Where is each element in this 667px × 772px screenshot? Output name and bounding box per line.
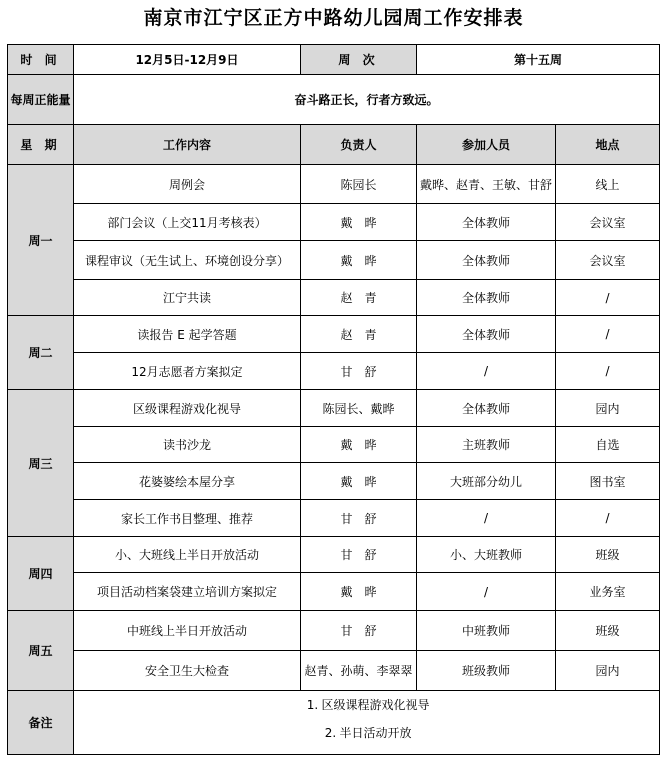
task-participants: 小、大班教师 — [417, 537, 556, 573]
task-participants: 全体教师 — [417, 280, 556, 316]
task-owner: 甘 舒 — [301, 500, 417, 537]
task-participants: 全体教师 — [417, 316, 556, 353]
task-content: 读报告 E 起学答题 — [74, 316, 301, 353]
table-row — [8, 165, 660, 204]
task-content: 花婆婆绘本屋分享 — [74, 463, 301, 500]
task-participants: / — [417, 500, 556, 537]
task-owner: 甘 舒 — [301, 611, 417, 651]
table-row — [8, 316, 660, 353]
schedule-body — [8, 45, 660, 755]
col-day: 星 期 — [8, 125, 74, 165]
day-label: 周四 — [8, 537, 74, 611]
table-row — [8, 651, 660, 691]
task-owner: 陈园长、戴晔 — [301, 390, 417, 427]
task-content: 中班线上半日开放活动 — [74, 611, 301, 651]
table-row — [8, 500, 660, 537]
task-participants: / — [417, 573, 556, 611]
column-header-row — [8, 125, 660, 165]
task-content: 区级课程游戏化视导 — [74, 390, 301, 427]
note-text: 区级课程游戏化视导 — [321, 697, 430, 712]
task-owner: 赵青、孙萌、李翠翠 — [301, 651, 417, 691]
note-text: 半日活动开放 — [339, 725, 412, 740]
task-owner: 甘 舒 — [301, 353, 417, 390]
task-content: 小、大班线上半日开放活动 — [74, 537, 301, 573]
task-owner: 赵 青 — [301, 280, 417, 316]
notes-content — [74, 691, 660, 755]
header-row — [8, 45, 660, 75]
table-row — [8, 390, 660, 427]
task-location: 会议室 — [556, 241, 660, 280]
task-location: 会议室 — [556, 204, 660, 241]
table-row — [8, 463, 660, 500]
task-location: 园内 — [556, 390, 660, 427]
task-owner: 甘 舒 — [301, 537, 417, 573]
table-row — [8, 537, 660, 573]
task-location: / — [556, 280, 660, 316]
col-owner: 负责人 — [301, 125, 417, 165]
table-row — [8, 241, 660, 280]
task-owner: 戴 晔 — [301, 427, 417, 463]
note-number: 2. — [324, 725, 337, 740]
task-participants: 中班教师 — [417, 611, 556, 651]
task-location: 线上 — [556, 165, 660, 204]
task-participants: 全体教师 — [417, 204, 556, 241]
motto-row — [8, 75, 660, 125]
table-row — [8, 611, 660, 651]
task-content: 部门会议（上交11月考核表） — [74, 204, 301, 241]
task-content: 读书沙龙 — [74, 427, 301, 463]
task-participants: 全体教师 — [417, 390, 556, 427]
task-content: 周例会 — [74, 165, 301, 204]
task-participants: 戴晔、赵青、王敏、甘舒 — [417, 165, 556, 204]
task-owner: 戴 晔 — [301, 241, 417, 280]
day-label: 周五 — [8, 611, 74, 691]
motto-text: 奋斗路正长，行者方致远。 — [74, 75, 660, 125]
task-owner: 赵 青 — [301, 316, 417, 353]
date-range: 12月5日-12月9日 — [74, 45, 301, 75]
task-owner: 陈园长 — [301, 165, 417, 204]
task-owner: 戴 晔 — [301, 573, 417, 611]
schedule-table — [7, 44, 660, 755]
task-participants: 班级教师 — [417, 651, 556, 691]
task-content: 项目活动档案袋建立培训方案拟定 — [74, 573, 301, 611]
task-location: / — [556, 353, 660, 390]
col-participants: 参加人员 — [417, 125, 556, 165]
day-label: 周三 — [8, 390, 74, 537]
task-location: 班级 — [556, 611, 660, 651]
task-location: / — [556, 500, 660, 537]
task-location: 业务室 — [556, 573, 660, 611]
task-participants: 主班教师 — [417, 427, 556, 463]
table-row — [8, 280, 660, 316]
task-participants: 大班部分幼儿 — [417, 463, 556, 500]
table-row — [8, 573, 660, 611]
notes-label: 备注 — [8, 691, 74, 755]
task-location: 园内 — [556, 651, 660, 691]
table-row — [8, 427, 660, 463]
notes-row — [8, 691, 660, 755]
task-content: 安全卫生大检查 — [74, 651, 301, 691]
task-location: 班级 — [556, 537, 660, 573]
task-owner: 戴 晔 — [301, 204, 417, 241]
task-content: 课程审议（无生试上、环境创设分享） — [74, 241, 301, 280]
page-title: 南京市江宁区正方中路幼儿园周工作安排表 — [143, 7, 524, 29]
week-label: 周 次 — [301, 45, 417, 75]
task-location: / — [556, 316, 660, 353]
task-content: 家长工作书目整理、推荐 — [74, 500, 301, 537]
motto-label: 每周正能量 — [8, 75, 74, 125]
task-location: 图书室 — [556, 463, 660, 500]
day-label: 周二 — [8, 316, 74, 390]
col-content: 工作内容 — [74, 125, 301, 165]
task-participants: / — [417, 353, 556, 390]
task-participants: 全体教师 — [417, 241, 556, 280]
table-row — [8, 204, 660, 241]
task-content: 江宁共读 — [74, 280, 301, 316]
task-location: 自选 — [556, 427, 660, 463]
note-item — [74, 695, 659, 723]
table-row — [8, 353, 660, 390]
note-number: 1. — [306, 697, 319, 712]
note-item — [74, 723, 659, 751]
day-label: 周一 — [8, 165, 74, 316]
task-owner: 戴 晔 — [301, 463, 417, 500]
time-label: 时 间 — [8, 45, 74, 75]
week-value: 第十五周 — [417, 45, 660, 75]
col-location: 地点 — [556, 125, 660, 165]
task-content: 12月志愿者方案拟定 — [74, 353, 301, 390]
